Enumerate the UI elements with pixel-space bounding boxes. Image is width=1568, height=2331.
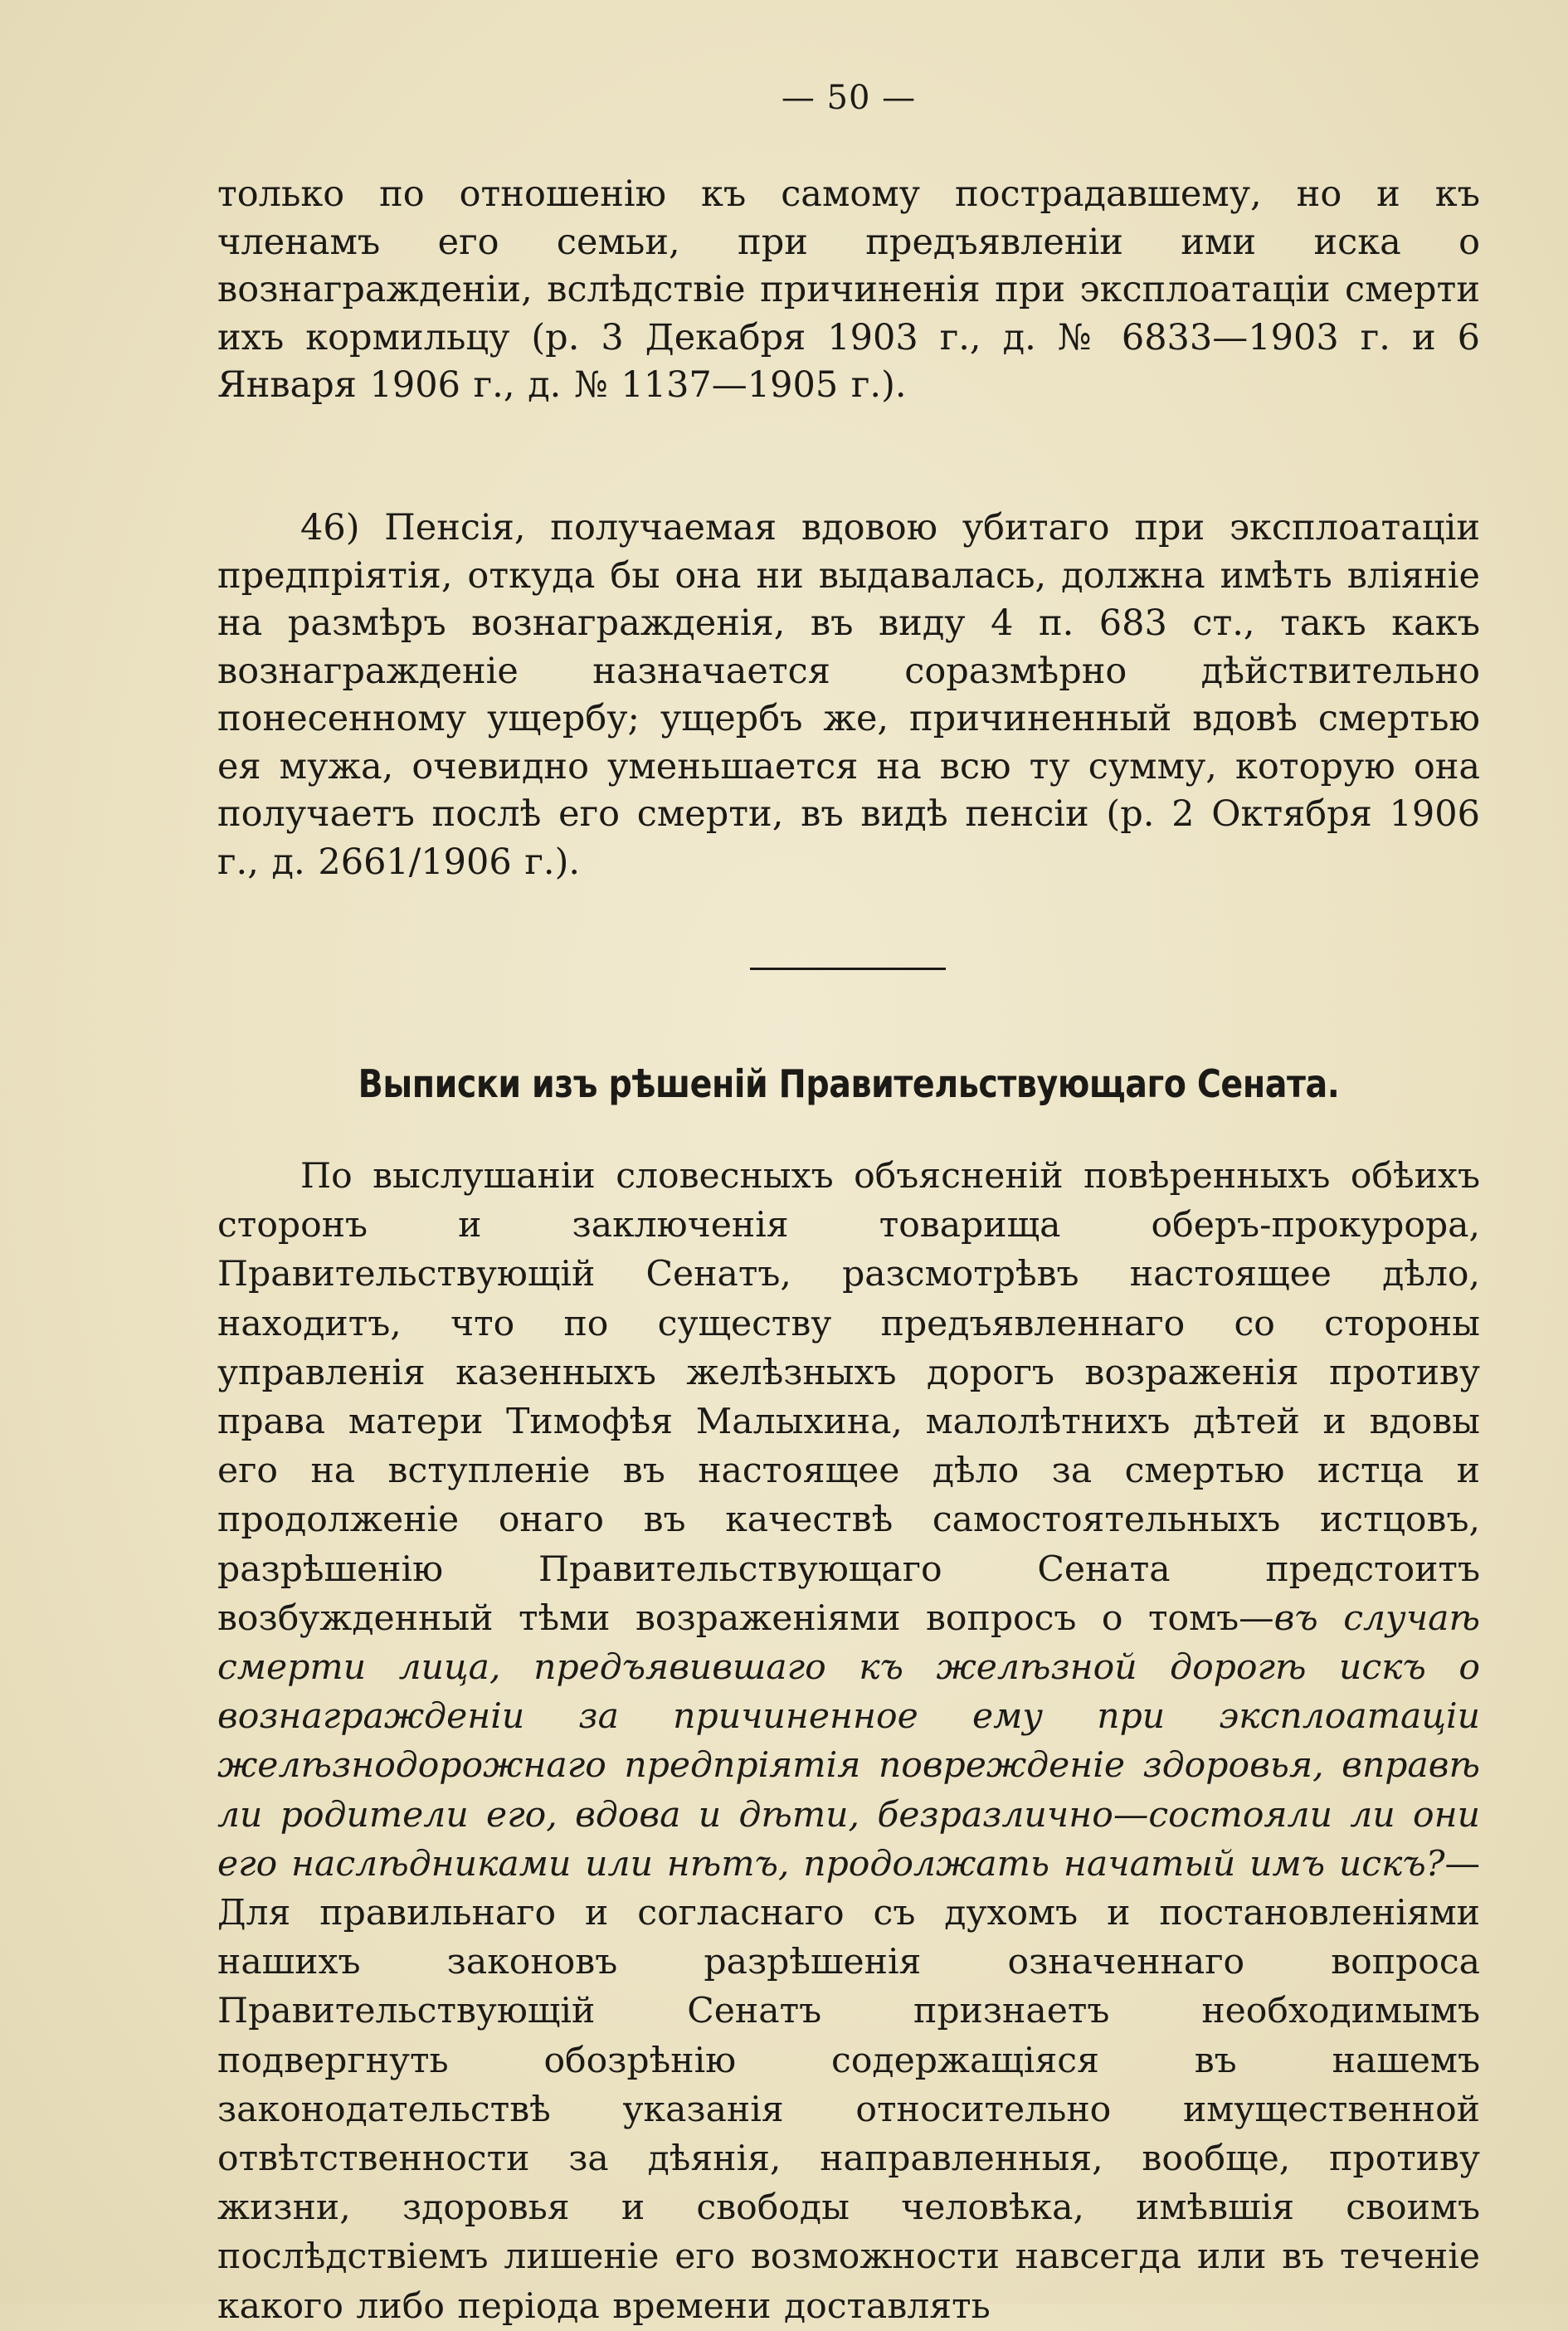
book-page	[217, 73, 1480, 2327]
continuation-paragraph: только по отношенію къ самому пострадавшему, но и къ членамъ его семьи, при предъявленіи ими иска о вознагражденіи, вслѣдствіе причиненія при эксплоатаціи смерти ихъ кормильцу (р. 3 Декабря 1903 г., д. № 6833—1903 г. и 6 Января 1906 г., д. № 1137—1905 г.).	[217, 173, 1480, 406]
decision-text-start: По выслушаніи словесныхъ объясненій повѣренныхъ обѣихъ сторонъ и заключенія товарища оберъ-прокурора, Правительствующій Сенатъ, разсмотрѣвъ настоящее дѣло, находитъ, что по существу предъявленнаго со стороны управленія казенныхъ желѣзныхъ дорогъ возраженія противу права матери Тимофѣя Малыхина, малолѣтнихъ дѣтей и вдовы его на вступленіе въ настоящее дѣло за смертью истца и продолженіе онаго въ качествѣ самостоятельныхъ истцовъ, разрѣшенію Правительствующаго Сената предстоитъ возбужденный тѣми возраженіями вопросъ о томъ—	[217, 1156, 1480, 1639]
page-number: — 50 —	[781, 79, 917, 117]
section-heading: Выписки изъ рѣшеній Правительствующаго Сената.	[358, 1061, 1340, 1106]
item-46-paragraph: 46) Пенсія, получаемая вдовою убитаго при эксплоатаціи предпріятія, откуда бы она ни выдавалась, должна имѣть вліяніе на размѣръ вознагражденія, въ виду 4 п. 683 ст., такъ какъ вознагражденіе назначается соразмѣрно дѣйствительно понесенному ущербу; ущербъ же, причиненный вдовѣ смертью ея мужа, очевидно уменьшается на всю ту сумму, которую она получаетъ послѣ его смерти, въ видѣ пенсіи (р. 2 Октября 1906 г., д. 2661/1906 г.).	[217, 507, 1480, 883]
section-divider	[750, 968, 946, 970]
decision-question-italic: въ случаѣ смерти лица, предъявившаго къ желѣзной дорогѣ искъ о вознагражденіи за причиненное ему при эксплоатаціи желѣзнодорожнаго предпріятія поврежденіе здоровья, вправѣ ли родители его, вдова и дѣти, безразлично—состояли ли они его наслѣдниками или нѣтъ, продолжать начатый имъ искъ?	[217, 1597, 1480, 1885]
senate-decision-paragraph	[217, 1152, 1480, 2331]
decision-text-end: —Для правильнаго и согласнаго съ духомъ и постановленіями нашихъ законовъ разрѣшенія означеннаго вопроса Правительствующій Сенатъ признаетъ необходимымъ подвергнуть обозрѣнію содержащіяся въ нашемъ законодательствѣ указанія относительно имущественной отвѣтственности за дѣянія, направленныя, вообще, противу жизни, здоровья и свободы человѣка, имѣвшія своимъ послѣдствіемъ лишеніе его возможности навсегда или въ теченіе какого либо періода времени доставлять	[217, 1843, 1480, 2327]
